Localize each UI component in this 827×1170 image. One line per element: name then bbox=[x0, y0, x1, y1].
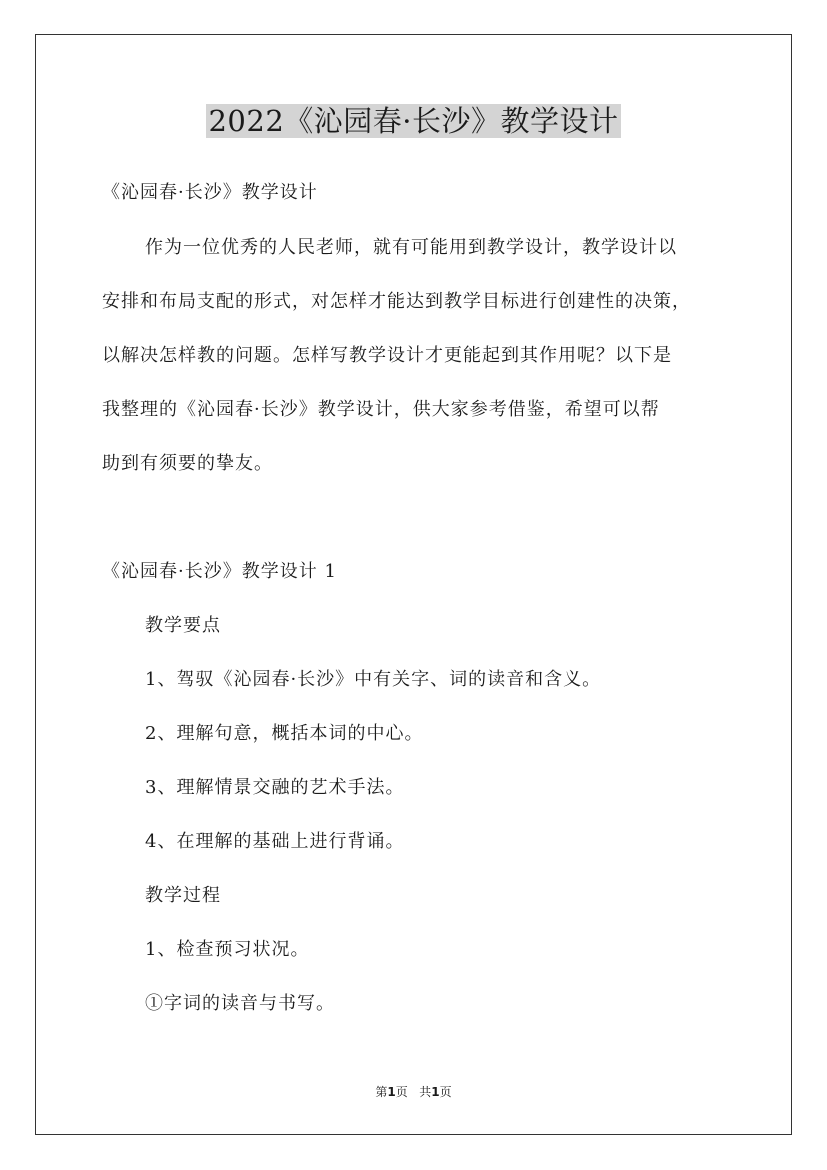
key-point-1: 1、驾驭《沁园春·长沙》中有关字、词的读音和含义。 bbox=[145, 669, 602, 690]
intro-line-2: 安排和布局支配的形式，对怎样才能达到教学目标进行创建性的决策， bbox=[102, 291, 691, 312]
intro-line-3: 以解决怎样教的问题。怎样写教学设计才更能起到其作用呢？以下是 bbox=[102, 345, 672, 366]
footer-total-pages: 1 bbox=[431, 1085, 440, 1099]
process-item-2: ①字词的读音与书写。 bbox=[145, 993, 335, 1014]
key-point-4: 4、在理解的基础上进行背诵。 bbox=[145, 831, 405, 852]
footer-page-number: 1 bbox=[387, 1085, 396, 1099]
key-point-3: 3、理解情景交融的艺术手法。 bbox=[145, 777, 405, 798]
key-points-heading: 教学要点 bbox=[145, 615, 221, 636]
section-title: 《沁园春·长沙》教学设计 1 bbox=[102, 561, 337, 582]
footer-total-suffix: 页 bbox=[439, 1085, 452, 1099]
footer-page-suffix: 页 bbox=[395, 1085, 408, 1099]
document-subtitle: 《沁园春·长沙》教学设计 bbox=[102, 182, 318, 203]
document-title bbox=[0, 100, 827, 142]
key-point-2: 2、理解句意，概括本词的中心。 bbox=[145, 723, 424, 744]
document-title-text: 2022《沁园春·长沙》教学设计 bbox=[208, 104, 619, 138]
footer-page-prefix: 第 bbox=[375, 1085, 388, 1099]
intro-line-5: 助到有须要的挚友。 bbox=[102, 453, 273, 474]
process-heading: 教学过程 bbox=[145, 885, 221, 906]
process-item-1: 1、检查预习状况。 bbox=[145, 939, 310, 960]
intro-line-4: 我整理的《沁园春·长沙》教学设计，供大家参考借鉴，希望可以帮 bbox=[102, 399, 660, 420]
footer-total-prefix: 共 bbox=[419, 1085, 432, 1099]
page-footer bbox=[0, 1083, 827, 1100]
intro-line-1: 作为一位优秀的人民老师，就有可能用到教学设计，教学设计以 bbox=[145, 237, 677, 258]
